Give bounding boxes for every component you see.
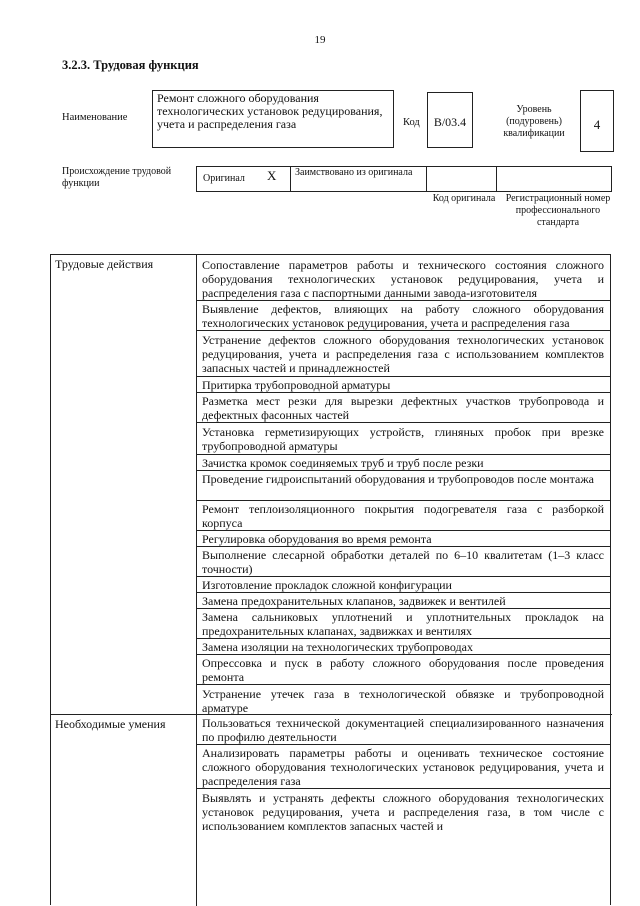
reg-number-cell — [497, 167, 613, 191]
original-code-cell — [427, 167, 497, 191]
labor-actions-label: Трудовые действия — [51, 255, 197, 715]
labor-action-item: Зачистка кромок соединяемых труб и труб после резки — [197, 455, 610, 471]
labor-action-item: Регулировка оборудования во время ремонта — [197, 531, 610, 547]
origin-label: Происхождение трудовой функции — [62, 166, 172, 189]
code-original-caption: Код оригинала — [432, 193, 496, 204]
labor-action-item: Опрессовка и пуск в работу сложного оборудования после проведения ремонта — [197, 655, 610, 685]
labor-action-item: Замена изоляции на технологических трубопроводах — [197, 639, 610, 655]
code-label: Код — [403, 117, 420, 128]
labor-action-item: Устранение утечек газа в технологической обвязке и трубопроводной арматуре — [202, 687, 604, 715]
labor-action-item: Ремонт теплоизоляционного покрытия подогревателя газа с разборкой корпуса — [197, 501, 610, 531]
origin-row — [196, 166, 612, 192]
labor-action-item: Установка герметизирующих устройств, глиняных пробок при врезке трубопроводной арматуры — [197, 423, 610, 455]
labor-action-item: Изготовление прокладок сложной конфигурации — [197, 577, 610, 593]
page-number: 19 — [314, 34, 326, 46]
original-label: Оригинал — [203, 173, 245, 184]
labor-action-item: Выполнение слесарной обработки деталей по 6–10 квалитетам (1–3 класс точности) — [197, 547, 610, 577]
function-name-field: Ремонт сложного оборудования технологических установок редуцирования, учета и распределения газа — [152, 90, 394, 148]
function-table — [50, 254, 611, 905]
labor-action-item: Замена предохранительных клапанов, задвижек и вентилей — [197, 593, 610, 609]
origin-original-cell — [197, 167, 291, 191]
labor-action-item: Выявление дефектов, влияющих на работу сложного оборудования технологических установок редуцирования, учета и распределения газа — [197, 301, 610, 331]
reg-number-caption: Регистрационный номер профессионального стандарта — [505, 193, 611, 228]
level-value-field: 4 — [580, 90, 614, 152]
labor-action-item: Сопоставление параметров работы и технического состояния сложного оборудования технологических установок редуцирования, учета и распределения газа с паспортными данными завода-изготовителя — [197, 255, 610, 301]
section-title: 3.2.3. Трудовая функция — [62, 58, 199, 72]
skill-item: Анализировать параметры работы и оценивать техническое состояние сложного оборудования технологических установок редуцирования, учета и распределения газа — [197, 745, 610, 789]
labor-action-item: Разметка мест резки для вырезки дефектных участков трубопровода и дефектных фасонных частей — [197, 393, 610, 423]
borrowed-label: Заимствовано из оригинала — [291, 167, 427, 191]
labor-action-item: Проведение гидроиспытаний оборудования и трубопроводов после монтажа — [197, 471, 610, 501]
level-label: Уровень (подуровень) квалификации — [503, 104, 565, 139]
labor-action-item: Замена сальниковых уплотнений и уплотнительных прокладок на предохранительных клапанах, задвижках и вентилях — [197, 609, 610, 639]
skill-item: Выявлять и устранять дефекты сложного оборудования технологических установок редуцирования, учета и распределения газа, в том числе с использованием комплектов запасных частей и — [202, 791, 604, 833]
labor-action-item: Устранение дефектов сложного оборудования технологических установок редуцирования, учета и распределения газа с использованием комплектов запасных частей и принадлежностей — [197, 331, 610, 377]
skills-label: Необходимые умения — [51, 715, 197, 906]
original-mark: X — [267, 168, 277, 183]
skill-item: Пользоваться технической документацией специализированного назначения по профилю деятельности — [197, 715, 610, 745]
code-value-field: B/03.4 — [427, 92, 473, 148]
name-label: Наименование — [62, 112, 128, 123]
labor-action-item: Притирка трубопроводной арматуры — [197, 377, 610, 393]
